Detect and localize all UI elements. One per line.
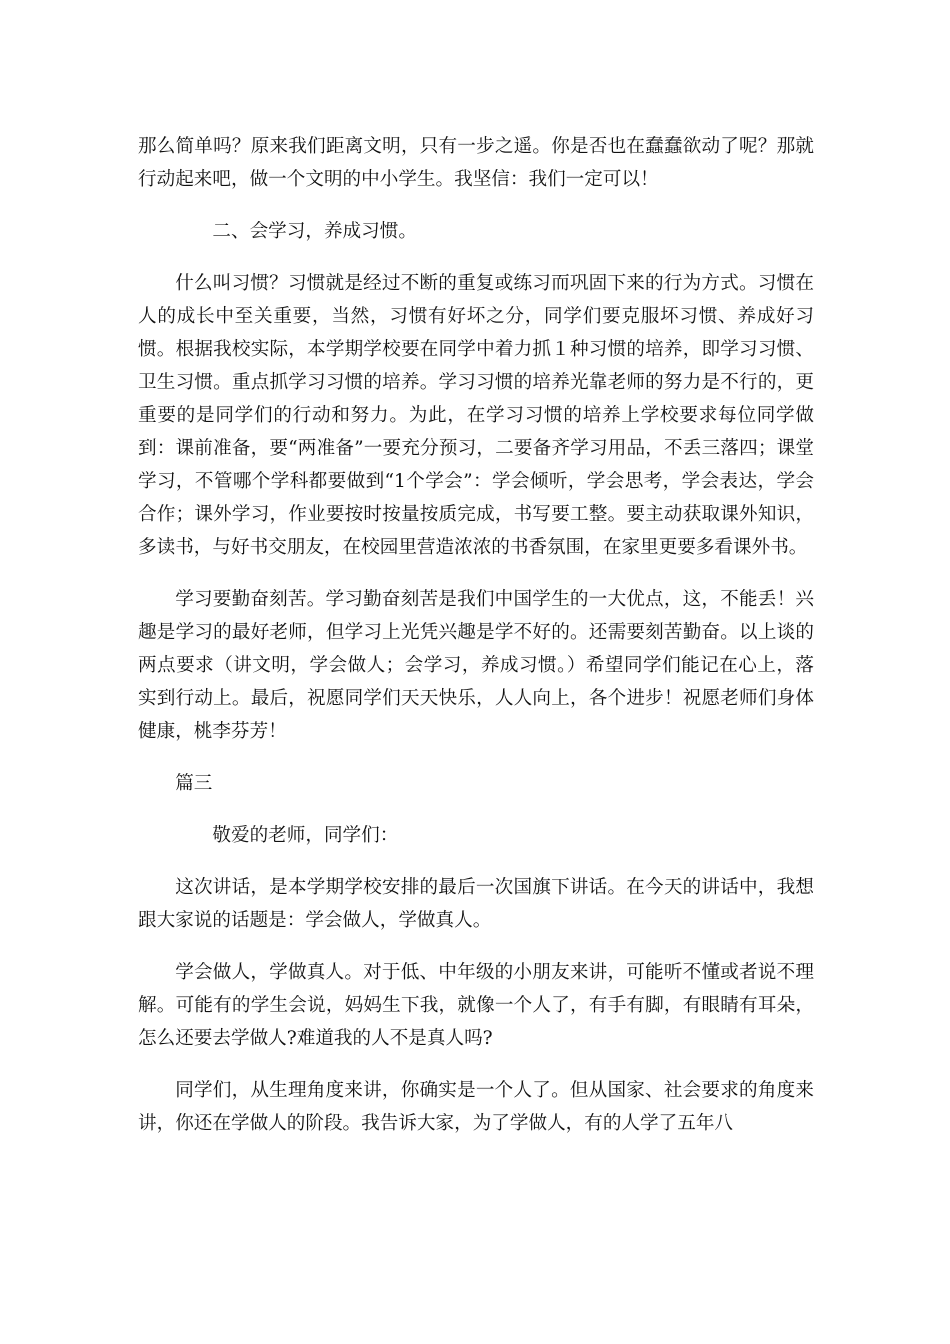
paragraph-physiology: 同学们，从生理角度来讲，你确实是一个人了。但从国家、社会要求的角度来讲，你还在学做人的阶段。我告诉大家，为了学做人，有的人学了五年八 [138, 1080, 814, 1134]
paragraph-diligence: 学习要勤奋刻苦。学习勤奋刻苦是我们中国学生的一大优点，这，不能丢！兴趣是学习的最好老师，但学习上光凭兴趣是学不好的。还需要刻苦勤奋。以上谈的两点要求（讲文明，学会做人；会学习，养成习惯。）希望同学们能记在心上，落实到行动上。最后，祝愿同学们天天快乐，人人向上，各个进步！祝愿老师们身体健康，桃李芬芳！ [138, 589, 814, 742]
chapter-label: 篇三 [175, 773, 213, 794]
document-page [138, 130, 814, 1159]
paragraph-habits: 什么叫习惯？习惯就是经过不断的重复或练习而巩固下来的行为方式。习惯在人的成长中至关重要，当然，习惯有好坏之分，同学们要克服坏习惯、养成好习惯。根据我校实际，本学期学校要在同学中着力抓１种习惯的培养，即学习习惯、卫生习惯。重点抓学习习惯的培养。学习习惯的培养光靠老师的努力是不行的，更重要的是同学们的行动和努力。为此，在学习习惯的培养上学校要求每位同学做到：课前准备，要“两准备”一要充分预习，二要备齐学习用品，不丢三落四；课堂学习，不管哪个学科都要做到“1个学会”：学会倾听，学会思考，学会表达，学会合作；课外学习，作业要按时按量按质完成，书写要工整。要主动获取课外知识，多读书，与好书交朋友，在校园里营造浓浓的书香氛围，在家里更要多看课外书。 [138, 273, 814, 558]
paragraph-speech-intro: 这次讲话，是本学期学校安排的最后一次国旗下讲话。在今天的讲话中，我想跟大家说的话题是：学会做人，学做真人。 [138, 877, 814, 931]
section-heading: 二、会学习，养成习惯。 [212, 221, 417, 242]
paragraph-learn-to-be-human: 学会做人，学做真人。对于低、中年级的小朋友来讲，可能听不懂或者说不理解。可能有的学生会说，妈妈生下我，就像一个人了，有手有脚，有眼睛有耳朵，怎么还要去学做人?难道我的人不是真人吗? [138, 962, 814, 1049]
paragraph-continuation: 那么简单吗？原来我们距离文明，只有一步之遥。你是否也在蠢蠢欲动了呢？那就行动起来吧，做一个文明的中小学生。我坚信：我们一定可以！ [138, 136, 814, 190]
greeting-line: 敬爱的老师，同学们： [212, 825, 399, 846]
